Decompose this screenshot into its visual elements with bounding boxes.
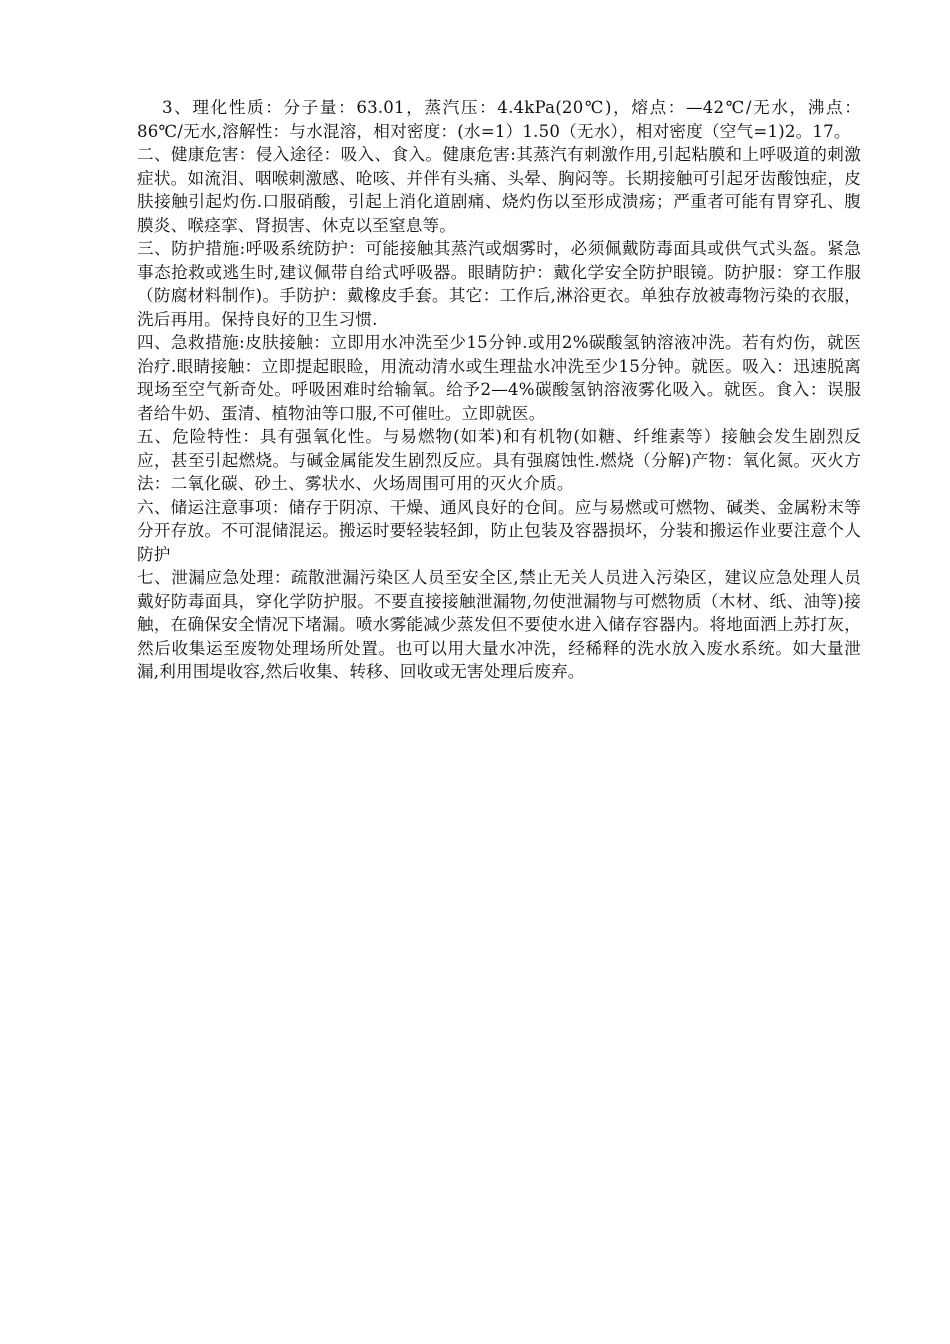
paragraph-leak-emergency: 七、泄漏应急处理：疏散泄漏污染区人员至安全区,禁止无关人员进入污染区，建议应急处理人员戴好防毒面具，穿化学防护服。不要直接接触泄漏物,勿使泄漏物与可燃物质（木材、纸、油等)接触，在确保安全情况下堵漏。喷水雾能减少蒸发但不要使水进入储存容器内。将地面洒上苏打灰，然后收集运至废物处理场所处置。也可以用大量水冲洗，经稀释的洗水放入废水系统。如大量泄漏,利用围堤收容,然后收集、转移、回收或无害处理后废弃。 [137, 568, 861, 681]
paragraph-physicochemical-properties: 3、理化性质：分子量：63.01，蒸汽压：4.4kPa(20℃)，熔点：—42℃/无水，沸点：86℃/无水,溶解性：与水混溶，相对密度：(水=1）1.50（无水），相对密度（空气=1)2。17。 [137, 98, 861, 141]
document-body [137, 96, 861, 684]
paragraph-first-aid: 四、急救措施:皮肤接触：立即用水冲洗至少15分钟.或用2%碳酸氢钠溶液冲洗。若有灼伤，就医治疗.眼睛接触：立即提起眼睑，用流动清水或生理盐水冲洗至少15分钟。就医。吸入：迅速脱离现场至空气新奇处。呼吸困难时给输氧。给予2—4%碳酸氢钠溶液雾化吸入。就医。食入：误服者给牛奶、蛋清、植物油等口服,不可催吐。立即就医。 [137, 333, 861, 423]
paragraph-storage-transport: 六、储运注意事项：储存于阴凉、干燥、通风良好的仓间。应与易燃或可燃物、碱类、金属粉末等分开存放。不可混储混运。搬运时要轻装轻卸，防止包装及容器损坏，分装和搬运作业要注意个人防护 [137, 497, 861, 564]
paragraph-health-hazards: 二、健康危害：侵入途径：吸入、食入。健康危害:其蒸汽有刺激作用,引起粘膜和上呼吸道的刺激症状。如流泪、咽喉刺激感、呛咳、并伴有头痛、头晕、胸闷等。长期接触可引起牙齿酸蚀症，皮肤接触引起灼伤.口服硝酸，引起上消化道剧痛、烧灼伤以至形成溃疡；严重者可能有胃穿孔、腹膜炎、喉痉挛、肾损害、休克以至窒息等。 [137, 145, 861, 235]
paragraph-hazard-characteristics: 五、危险特性：具有强氧化性。与易燃物(如苯)和有机物(如糖、纤维素等）接触会发生剧烈反应，甚至引起燃烧。与碱金属能发生剧烈反应。具有强腐蚀性.燃烧（分解)产物：氧化氮。灭火方法：二氧化碳、砂土、雾状水、火场周围可用的灭火介质。 [137, 427, 861, 493]
paragraph-protective-measures: 三、防护措施:呼吸系统防护：可能接触其蒸汽或烟雾时，必须佩戴防毒面具或供气式头盔。紧急事态抢救或逃生时,建议佩带自给式呼吸器。眼睛防护：戴化学安全防护眼镜。防护服：穿工作服（防腐材料制作)。手防护：戴橡皮手套。其它：工作后,淋浴更衣。单独存放被毒物污染的衣服，洗后再用。保持良好的卫生习惯. [137, 239, 861, 329]
